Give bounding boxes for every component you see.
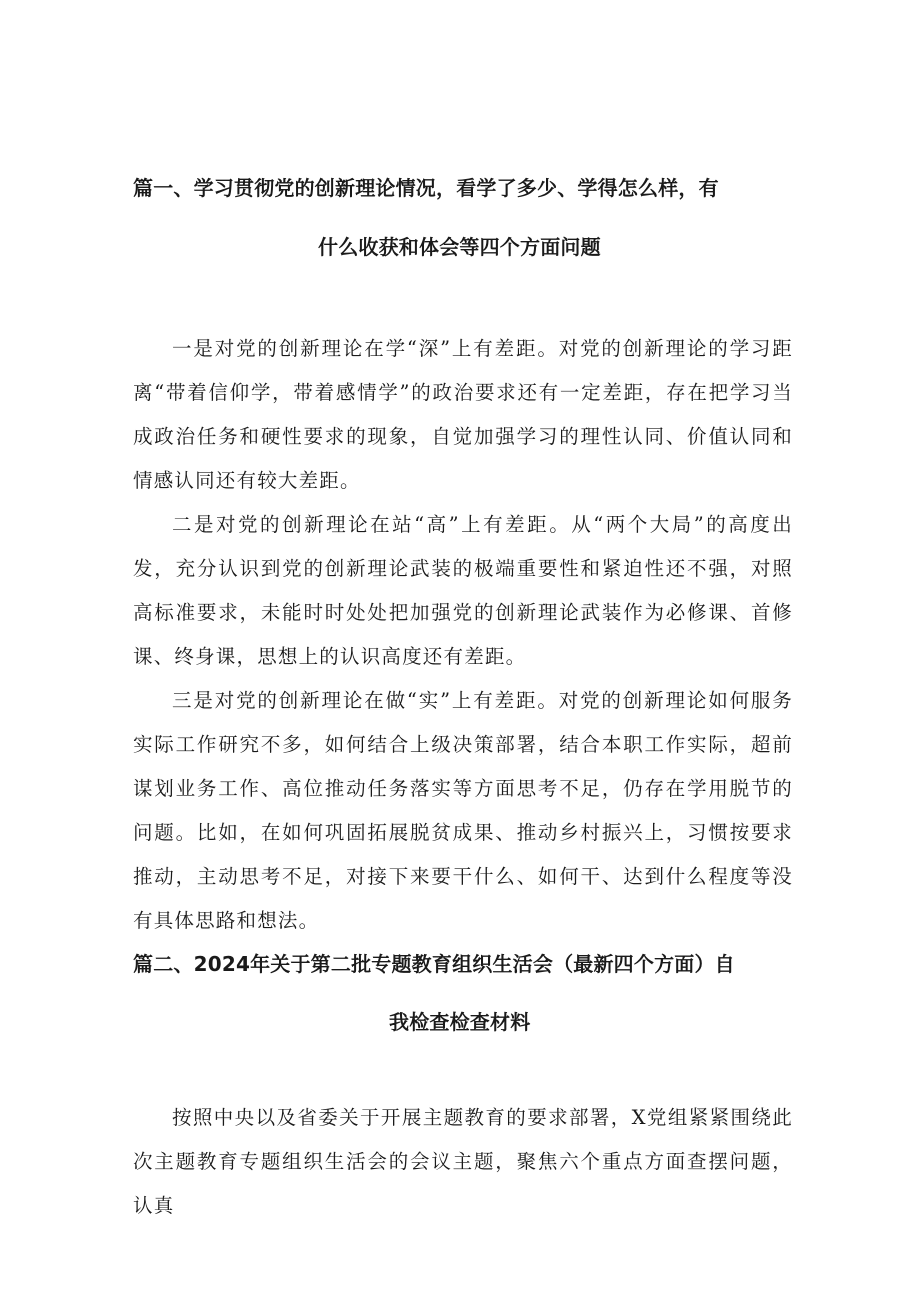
section1-paragraph-2: 二是对党的创新理论在站“高”上有差距。从“两个大局”的高度出发，充分认识到党的创新理论武装的极端重要性和紧迫性还不强，对照高标准要求，未能时时处处把加强党的创新理论武装作为必修课、首修课、终身课，思想上的认识高度还有差距。 [133,513,793,668]
section1-title-line1: 篇一、学习贯彻党的创新理论情况，看学了多少、学得怎么样，有 [133,176,719,200]
section1-title-line2: 什么收获和体会等四个方面问题 [318,235,601,259]
section2-title-line2: 我检查检查材料 [389,1010,531,1034]
section2-title-line1: 篇二、2024年关于第二批专题教育组织生活会（最新四个方面）自 [133,952,735,976]
section1-paragraph-3: 三是对党的创新理论在做“实”上有差距。对党的创新理论如何服务实际工作研究不多，如何结合上级决策部署，结合本职工作实际，超前谋划业务工作、高位推动任务落实等方面思考不足，仍存在学用脱节的问题。比如，在如何巩固拓展脱贫成果、推动乡村振兴上，习惯按要求推动，主动思考不足，对接下来要干什么、如何干、达到什么程度等没有具体思路和想法。 [133,689,793,932]
section2-paragraph-1: 按照中央以及省委关于开展主题教育的要求部署，X党组紧紧围绕此次主题教育专题组织生活会的会议主题，聚焦六个重点方面查摆问题，认真 [133,1106,793,1217]
section1-paragraph-1: 一是对党的创新理论在学“深”上有差距。对党的创新理论的学习距离“带着信仰学，带着感情学”的政治要求还有一定差距，存在把学习当成政治任务和硬性要求的现象，自觉加强学习的理性认同、价值认同和情感认同还有较大差距。 [133,337,793,492]
